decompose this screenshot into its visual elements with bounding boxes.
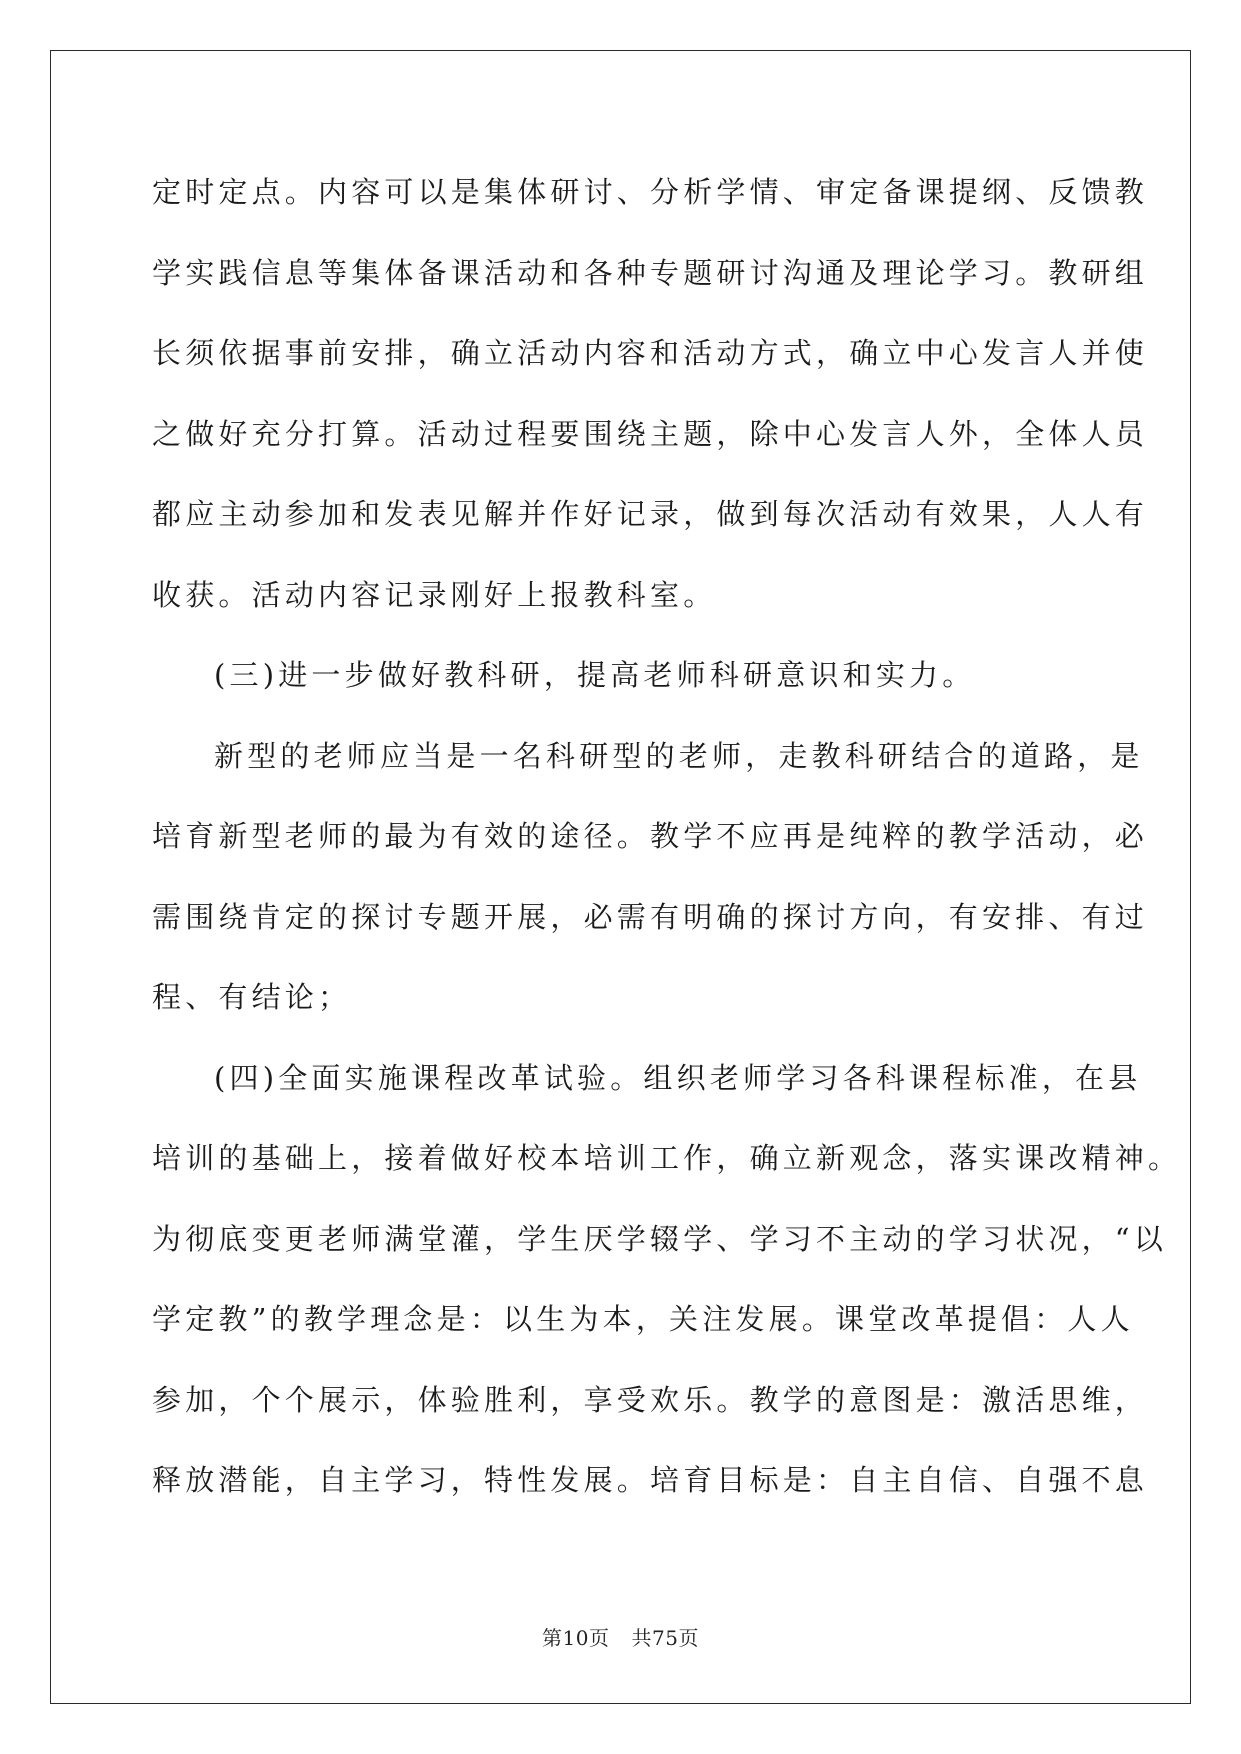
- text-line: 需围绕肯定的探讨专题开展，必需有明确的探讨方向，有安排、有过: [152, 899, 1149, 934]
- text-line: 新型的老师应当是一名科研型的老师，走教科研结合的道路，是: [214, 738, 1144, 773]
- text-line: 培训的基础上，接着做好校本培训工作，确立新观念，落实课改精神。: [152, 1141, 1182, 1175]
- text-line: 定时定点。内容可以是集体研讨、分析学情、审定备课提纲、反馈教: [152, 175, 1149, 209]
- text-line: 为彻底变更老师满堂灌，学生厌学辍学、学习不主动的学习状况，“以: [152, 1221, 1168, 1256]
- text-line: 学实践信息等集体备课活动和各种专题研讨沟通及理论学习。教研组: [152, 255, 1149, 290]
- text-line: 长须依据事前安排，确立活动内容和活动方式，确立中心发言人并使: [152, 336, 1149, 370]
- section-heading-3: (三)进一步做好教科研，提高老师科研意识和实力。: [214, 658, 976, 692]
- text-line: 都应主动参加和发表见解并作好记录，做到每次活动有效果，人人有: [152, 497, 1149, 531]
- text-line: 之做好充分打算。活动过程要围绕主题，除中心发言人外，全体人员: [152, 416, 1149, 451]
- text-line: 学定教”的教学理念是：以生为本，关注发展。课堂改革提倡：人人: [152, 1302, 1134, 1336]
- section-heading-4: (四)全面实施课程改革试验。组织老师学习各科课程标准，在县: [214, 1060, 1142, 1095]
- page-number: 第10页: [542, 1626, 610, 1650]
- text-line: 收获。活动内容记录刚好上报教科室。: [152, 577, 717, 612]
- total-pages: 共75页: [631, 1626, 699, 1650]
- text-line: 参加，个个展示，体验胜利，享受欢乐。教学的意图是：激活思维，: [152, 1382, 1149, 1417]
- page-footer: [0, 1622, 1241, 1651]
- text-line: 培育新型老师的最为有效的途径。教学不应再是纯粹的教学活动，必: [152, 819, 1149, 853]
- text-line: 程、有结论；: [152, 980, 352, 1014]
- text-line: 释放潜能，自主学习，特性发展。培育目标是：自主自信、自强不息: [152, 1463, 1149, 1497]
- document-body: [152, 164, 1182, 1533]
